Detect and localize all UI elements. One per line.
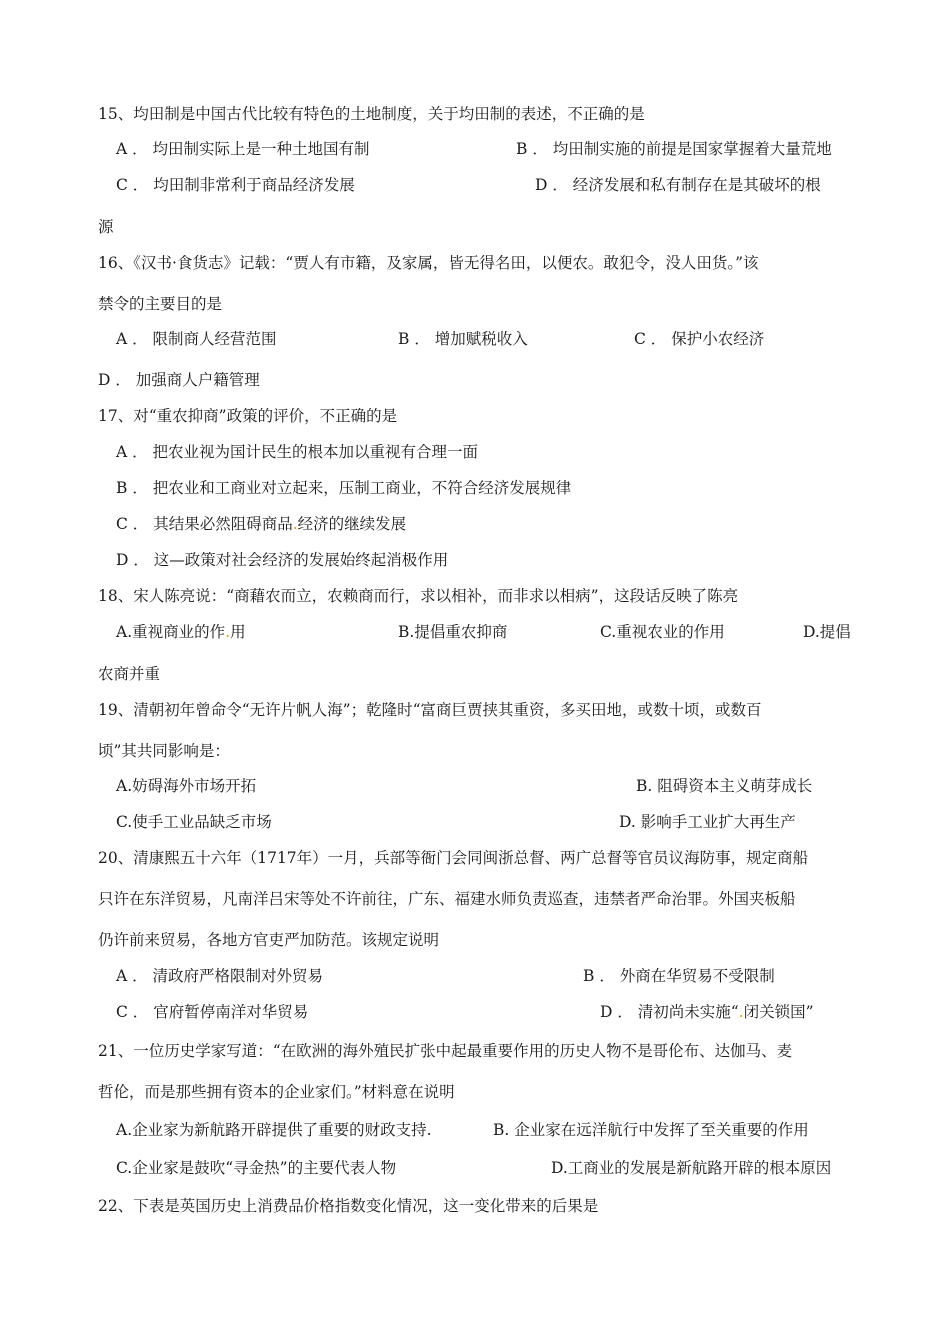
q21-stem-line1: 21、一位历史学家写道：“在欧洲的海外殖民扩张中起最重要作用的历史人物不是哥伦布、达伽马、麦 xyxy=(98,1042,793,1060)
q15-option-a: A ． 均田制实际上是一种土地国有制 xyxy=(116,140,370,158)
q19-option-d: D. 影响手工业扩大再生产 xyxy=(619,813,796,831)
q20-option-d-mark: . xyxy=(738,1003,744,1021)
q17-option-a: A ． 把农业视为国计民生的根本加以重视有合理一面 xyxy=(116,443,479,461)
q16-option-d: D ． 加强商人户籍管理 xyxy=(98,371,260,389)
q18-option-a xyxy=(116,622,246,642)
q19-stem-line2: 顷”其共同影响是： xyxy=(98,742,230,760)
q18-option-d-continued: 农商并重 xyxy=(98,665,161,683)
q16-option-b: B ． 增加赋税收入 xyxy=(398,330,528,348)
q16-stem-line2: 禁令的主要目的是 xyxy=(98,295,223,313)
q18-option-a-part2: 用 xyxy=(230,623,246,641)
q17-option-c xyxy=(116,514,406,534)
q21-option-b: B. 企业家在远洋航行中发挥了至关重要的作用 xyxy=(493,1121,809,1139)
q20-stem-line2: 只许在东洋贸易，凡南洋吕宋等处不许前往，广东、福建水师负责巡查，违禁者严命治罪。外国夹板船 xyxy=(98,890,796,908)
q21-stem-line2: 哲伦，而是那些拥有资本的企业家们。”材料意在说明 xyxy=(98,1083,455,1101)
q18-option-b: B.提倡重农抑商 xyxy=(398,623,508,641)
q18-option-a-part1: A.重视商业的作 xyxy=(116,623,226,641)
q20-option-d-part1: D ． 清初尚未实施“ xyxy=(600,1003,739,1021)
q17-option-c-mark: . xyxy=(292,515,298,533)
q20-stem-line3: 仍许前来贸易，各地方官吏严加防范。该规定说明 xyxy=(98,931,440,949)
q17-option-d: D ． 这—政策对社会经济的发展始终起消极作用 xyxy=(116,551,449,569)
q19-stem-line1: 19、清朝初年曾命令“无许片帆人海”；乾隆时“富商巨贾挟其重资，多买田地，或数十顷，或数百 xyxy=(98,701,762,719)
q17-option-c-part1: C ． 其结果必然阻碍商品 xyxy=(116,515,293,533)
q15-option-c: C ． 均田制非常利于商品经济发展 xyxy=(116,176,355,194)
q19-option-a: A.妨碍海外市场开拓 xyxy=(116,777,257,795)
q20-option-d-part2: 闭关锁国” xyxy=(743,1003,814,1021)
q16-option-a: A ． 限制商人经营范围 xyxy=(116,330,277,348)
q20-option-a: A ． 清政府严格限制对外贸易 xyxy=(116,967,324,985)
q17-stem: 17、对“重农抑商”政策的评价，不正确的是 xyxy=(98,407,398,425)
q20-option-d xyxy=(600,1002,814,1022)
q20-stem-line1: 20、清康熙五十六年（1717年）一月，兵部等衙门会同闽浙总督、两广总督等官员议海防事，规定商船 xyxy=(98,849,809,867)
q16-option-c: C ． 保护小农经济 xyxy=(634,330,765,348)
q18-option-d: D.提倡 xyxy=(803,623,851,641)
q21-option-d: D.工商业的发展是新航路开辟的根本原因 xyxy=(551,1159,832,1177)
q16-stem-line1: 16、《汉书·食货志》记载：“贾人有市籍，及家属，皆无得名田，以便农。敢犯令，没人田货。”该 xyxy=(98,254,759,272)
q18-option-a-mark: . xyxy=(225,623,231,641)
q21-option-c: C.企业家是鼓吹“寻金热”的主要代表人物 xyxy=(116,1159,397,1177)
q15-option-d: D ． 经济发展和私有制存在是其破坏的根 xyxy=(535,176,821,194)
q15-option-b: B ． 均田制实施的前提是国家掌握着大量荒地 xyxy=(516,140,832,158)
q18-stem: 18、宋人陈亮说：“商藉农而立，农赖商而行，求以相补，而非求以相病”，这段话反映了陈亮 xyxy=(98,587,739,605)
q18-option-c: C.重视农业的作用 xyxy=(600,623,725,641)
q17-option-b: B ． 把农业和工商业对立起来，压制工商业，不符合经济发展规律 xyxy=(116,479,572,497)
q22-stem: 22、下表是英国历史上消费品价格指数变化情况，这一变化带来的后果是 xyxy=(98,1197,599,1215)
q17-option-c-part2: 经济的继续发展 xyxy=(297,515,407,533)
q15-option-d-continued: 源 xyxy=(98,218,114,236)
q20-option-c: C ． 官府暂停南洋对华贸易 xyxy=(116,1003,309,1021)
q21-option-a: A.企业家为新航路开辟提供了重要的财政支持. xyxy=(116,1121,432,1139)
q19-option-b: B. 阻碍资本主义萌芽成长 xyxy=(636,777,813,795)
q19-option-c: C.使手工业品缺乏市场 xyxy=(116,813,272,831)
q15-stem: 15、均田制是中国古代比较有特色的土地制度，关于均田制的表述，不正确的是 xyxy=(98,105,645,123)
q20-option-b: B ． 外商在华贸易不受限制 xyxy=(583,967,775,985)
